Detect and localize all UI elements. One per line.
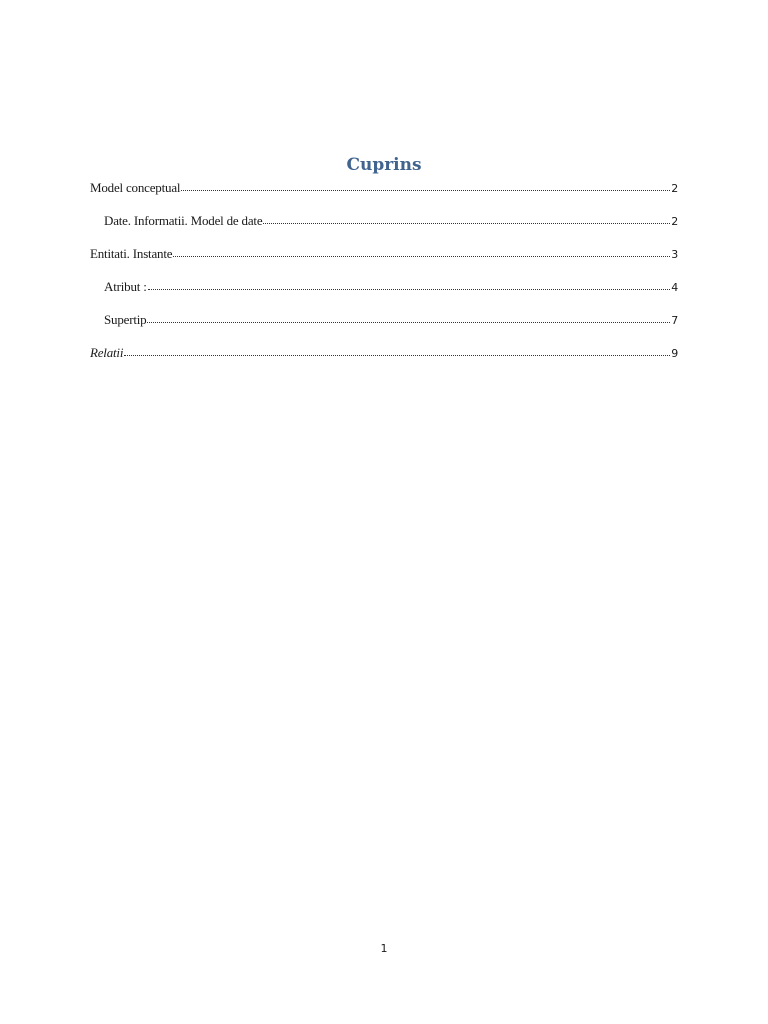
toc-dot-leader	[181, 180, 670, 191]
toc-entry-date-informatii[interactable]	[104, 211, 678, 231]
toc-dot-leader	[148, 279, 671, 290]
toc-entry-label: Model conceptual	[90, 180, 181, 195]
toc-entry-label: Entitati. Instante	[90, 246, 173, 261]
toc-entry-page: 2	[671, 215, 678, 228]
toc-entry-model-conceptual[interactable]	[90, 178, 678, 198]
toc-entry-label: Date. Informatii. Model de date	[104, 213, 263, 228]
toc-entry-atribut[interactable]	[104, 277, 678, 297]
toc-entry-page: 4	[671, 281, 678, 294]
toc-entry-page: 7	[671, 314, 678, 327]
toc-entry-label: Supertip	[104, 312, 147, 327]
toc-dot-leader	[263, 213, 670, 224]
page-number: 1	[380, 942, 388, 955]
toc-dot-leader	[124, 345, 670, 356]
toc-dot-leader	[147, 312, 670, 323]
toc-entry-label: Atribut :	[104, 279, 147, 294]
toc-entry-entitati-instante[interactable]	[90, 244, 678, 264]
toc-entry-label: Relatii	[90, 345, 124, 360]
toc-entry-page: 2	[671, 182, 678, 195]
toc-entry-supertip[interactable]	[104, 310, 678, 330]
toc-entry-relatii[interactable]	[90, 343, 678, 363]
toc-title: Cuprins	[346, 155, 422, 175]
toc-entry-page: 3	[671, 248, 678, 261]
toc-entry-page: 9	[671, 347, 678, 360]
toc-dot-leader	[173, 246, 670, 257]
